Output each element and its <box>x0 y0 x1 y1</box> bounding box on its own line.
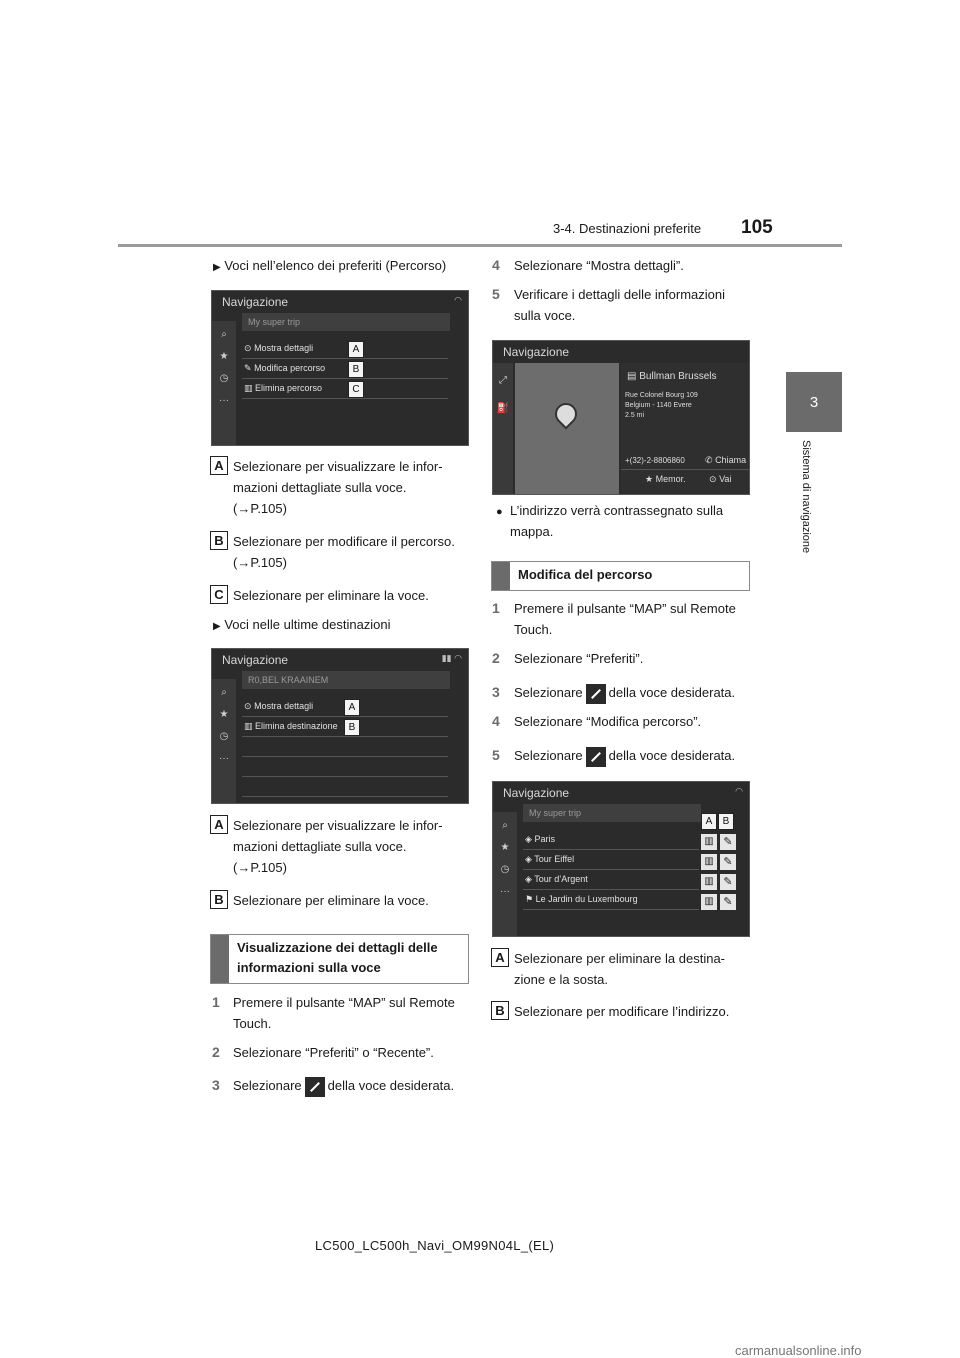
info-icon: ⊙ <box>244 701 252 711</box>
chapter-label: Sistema di navigazione <box>800 440 812 554</box>
expand-icon[interactable]: ⤢ <box>499 375 507 386</box>
note-bullet: ● L’indirizzo verrà contrassegnato sulla mappa. <box>496 503 724 539</box>
subsection-edit-box <box>491 561 750 591</box>
bullet-favorites-route: ▶ Voci nell’elenco dei preferiti (Percorso) <box>213 258 447 273</box>
wifi-icon: ◠ <box>454 295 462 305</box>
right-step-3: 3 Selezionare della voce desiderata. <box>492 682 500 703</box>
right-step-5b: 5 Selezionare della voce desiderata. <box>492 745 500 766</box>
callout-a: A <box>701 813 717 830</box>
phone-icon: ✆ <box>705 455 713 465</box>
star-icon[interactable]: ★ <box>219 709 229 720</box>
bullet-recent: ▶ Voci nelle ultime destinazioni <box>213 617 391 632</box>
stop-row[interactable]: ◈ Tour Eiffel <box>523 850 699 870</box>
list-header: My super trip <box>242 313 450 331</box>
row-delete-destination[interactable]: ▥ Elimina destinazione <box>242 717 448 737</box>
stop-row[interactable]: ◈ Tour d’Argent <box>523 870 699 890</box>
waypoint-icon: ◈ <box>525 874 532 884</box>
search-icon[interactable]: ⌕ <box>221 687 227 698</box>
place-address: Rue Colonel Bourg 109 Belgium - 1140 Evere 2.5 mi <box>625 392 698 419</box>
callout-c: C <box>348 381 364 398</box>
map-pin-icon <box>550 398 581 429</box>
mark-a: A <box>210 815 228 834</box>
box-title: Modifica del percorso <box>518 567 653 582</box>
desc-a: Selezionare per visualizzare le infor- mazioni dettagliate sulla voce. (→P.105) <box>233 459 443 516</box>
row-show-details[interactable]: ⊙ Mostra dettagli <box>242 339 448 359</box>
mark-a: A <box>210 456 228 475</box>
search-icon[interactable]: ⌕ <box>502 820 508 831</box>
desc-c: Selezionare per eliminare la voce. <box>233 588 429 603</box>
dot-bullet-icon: ● <box>496 506 503 518</box>
mark-a: A <box>491 948 509 967</box>
desc-a: Selezionare per visualizzare le infor- mazioni dettagliate sulla voce. (→P.105) <box>233 818 443 875</box>
watermark: carmanualsonline.info <box>735 1343 862 1358</box>
trash-icon[interactable]: ▥ <box>701 834 717 850</box>
place-name: ▤ Bullman Brussels <box>627 371 717 382</box>
trash-icon: ▥ <box>244 721 253 731</box>
signal-icon: ▮▮ ◠ <box>441 653 462 663</box>
pencil-icon[interactable]: ✎ <box>720 834 736 850</box>
empty-row <box>242 757 448 777</box>
header-divider <box>118 244 842 247</box>
clock-icon[interactable]: ◷ <box>219 731 229 742</box>
pencil-icon <box>586 747 606 767</box>
screen-recent <box>211 648 469 804</box>
row-show-details[interactable]: ⊙ Mostra dettagli <box>242 697 448 717</box>
box-bar <box>492 562 510 590</box>
section-title: 3-4. Destinazioni preferite <box>553 221 702 236</box>
desc-b: Selezionare per eliminare la voce. <box>233 893 429 908</box>
empty-row <box>242 777 448 797</box>
trash-icon: ▥ <box>244 383 253 393</box>
screen-title: Navigazione <box>222 653 289 667</box>
right-step-1: 1 Premere il pulsante “MAP” sul Remote Touch. <box>492 600 736 637</box>
screen-title: Navigazione <box>222 295 289 309</box>
row-edit-route[interactable]: ✎ Modifica percorso <box>242 359 448 379</box>
screen-edit-route <box>492 781 750 937</box>
screen-title: Navigazione <box>503 345 570 359</box>
phone-number: +(32)-2-8806860 <box>625 456 685 465</box>
pencil-icon[interactable]: ✎ <box>720 854 736 870</box>
search-icon[interactable]: ⌕ <box>221 329 227 340</box>
list-header: My super trip <box>523 804 701 822</box>
list-header: R0,BEL KRAAINEM <box>242 671 450 689</box>
right-step-4b: 4 Selezionare “Modifica percorso”. <box>492 713 702 729</box>
navigate-icon: ⊙ <box>709 474 717 484</box>
callout-b: B <box>348 361 364 378</box>
more-icon[interactable]: ··· <box>500 886 510 897</box>
pencil-icon[interactable]: ✎ <box>720 874 736 890</box>
screen-sidebar <box>212 321 236 445</box>
subsection-details-box <box>210 934 469 984</box>
right-step-5: 5 Verificare i dettagli delle informazioni sulla voce. <box>492 286 725 323</box>
more-icon[interactable]: ··· <box>219 753 229 764</box>
callout-b: B <box>344 719 360 736</box>
mark-b: B <box>210 531 228 550</box>
trash-icon[interactable]: ▥ <box>701 894 717 910</box>
desc-a: Selezionare per eliminare la destina- zione e la sosta. <box>514 951 726 987</box>
save-button[interactable]: ★ Memor. <box>645 474 686 484</box>
callout-b: B <box>718 813 734 830</box>
more-icon[interactable]: ··· <box>219 395 229 406</box>
trash-icon[interactable]: ▥ <box>701 874 717 890</box>
footer-code: LC500_LC500h_Navi_OM99N04L_(EL) <box>315 1238 555 1253</box>
stop-row[interactable]: ⚑ Le Jardin du Luxembourg <box>523 890 699 910</box>
info-icon: ⊙ <box>244 343 252 353</box>
right-step-2: 2 Selezionare “Preferiti”. <box>492 650 644 666</box>
waypoint-icon: ◈ <box>525 834 532 844</box>
box-title-line1: Visualizzazione dei dettagli delle <box>237 940 438 955</box>
left-step-3: 3 Selezionare della voce desiderata. <box>212 1075 220 1096</box>
box-bar <box>211 935 229 983</box>
callout-a: A <box>344 699 360 716</box>
right-step-4: 4 Selezionare “Mostra dettagli”. <box>492 257 684 273</box>
screen-sidebar <box>493 812 517 936</box>
fuel-icon[interactable]: ⛽ <box>496 403 510 414</box>
star-icon: ★ <box>645 474 654 484</box>
details-panel <box>621 363 749 494</box>
desc-b: Selezionare per modificare il percorso. (→P.105) <box>233 534 455 570</box>
mark-c: C <box>210 585 228 604</box>
map-side <box>493 363 513 494</box>
callout-a: A <box>348 341 364 358</box>
go-button[interactable]: ⊙ Vai <box>709 474 732 484</box>
row-delete-route[interactable]: ▥ Elimina percorso <box>242 379 448 399</box>
screen-title: Navigazione <box>503 786 570 800</box>
pencil-icon <box>305 1077 325 1097</box>
empty-row <box>242 737 448 757</box>
trash-icon[interactable]: ▥ <box>701 854 717 870</box>
stop-row[interactable]: ◈ Paris <box>523 830 699 850</box>
star-icon[interactable]: ★ <box>219 351 229 362</box>
mark-b: B <box>210 890 228 909</box>
wifi-icon: ◠ <box>735 786 743 796</box>
clock-icon[interactable]: ◷ <box>219 373 229 384</box>
page-number: 105 <box>741 217 773 238</box>
left-step-1: 1 Premere il pulsante “MAP” sul Remote Touch. <box>212 994 455 1031</box>
divider <box>621 469 749 470</box>
pencil-icon: ✎ <box>244 363 252 373</box>
pencil-icon <box>586 684 606 704</box>
star-icon[interactable]: ★ <box>500 842 510 853</box>
screen-details <box>492 340 750 495</box>
mark-b: B <box>491 1001 509 1020</box>
clock-icon[interactable]: ◷ <box>500 864 510 875</box>
screen-sidebar <box>212 679 236 803</box>
desc-b: Selezionare per modificare l’indirizzo. <box>514 1004 730 1019</box>
triangle-bullet-icon: ▶ <box>213 262 221 273</box>
building-icon: ▤ <box>627 371 637 382</box>
box-title-line2: informazioni sulla voce <box>237 960 381 975</box>
screen-favorites-route <box>211 290 469 446</box>
flag-icon: ⚑ <box>525 894 534 904</box>
left-step-2: 2 Selezionare “Preferiti” o “Recente”. <box>212 1044 434 1060</box>
triangle-bullet-icon: ▶ <box>213 621 221 632</box>
waypoint-icon: ◈ <box>525 854 532 864</box>
call-button[interactable]: ✆ Chiama <box>705 455 747 465</box>
pencil-icon[interactable]: ✎ <box>720 894 736 910</box>
chapter-tab: 3 <box>786 372 842 432</box>
map-view[interactable] <box>515 363 619 494</box>
